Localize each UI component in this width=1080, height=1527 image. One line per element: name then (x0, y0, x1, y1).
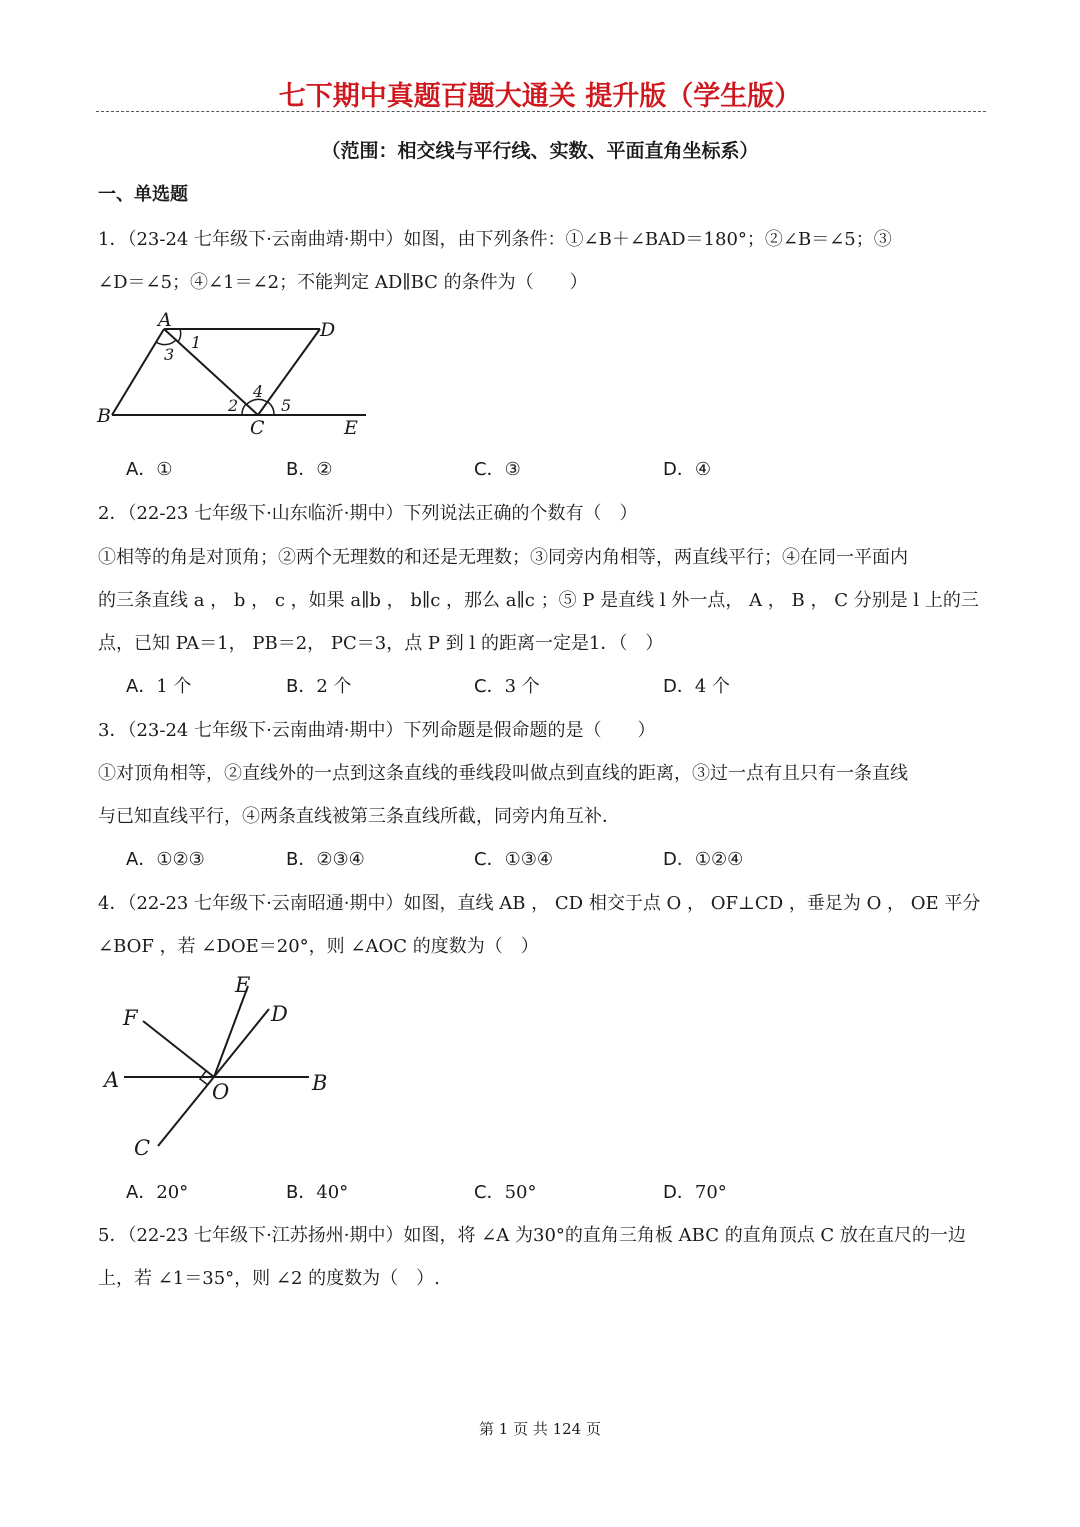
label-angle-2: 2 (228, 396, 239, 415)
scope-subtitle: （范围：相交线与平行线、实数、平面直角坐标系） (321, 140, 759, 162)
arc-angle-3 (156, 340, 176, 345)
q4-option-b[interactable]: B．40° (286, 1182, 349, 1203)
label-angle-5: 5 (281, 396, 292, 415)
q2-line-1: 2．（22-23 七年级下·山东临沂·期中）下列说法正确的个数有（ ） (98, 503, 638, 524)
q1-line-2: ∠D＝∠5；④∠1＝∠2；不能判定 AD∥BC 的条件为（ ） (98, 272, 588, 293)
q2-option-b[interactable]: B．2 个 (286, 676, 352, 697)
q1-figure (92, 308, 382, 440)
label-f: F (123, 1006, 138, 1030)
label-b: B (97, 405, 111, 427)
q1-options (126, 455, 986, 481)
label-a: A (104, 1068, 120, 1092)
q3-option-b[interactable]: B．②③④ (286, 849, 365, 870)
q3-line-3: 与已知直线平行，④两条直线被第三条直线所截，同旁内角互补． (98, 806, 620, 827)
arc-angle-5 (268, 402, 274, 415)
label-d: D (320, 319, 336, 341)
ray-oe (214, 986, 248, 1077)
section-heading: 一、单选题 (98, 184, 188, 205)
q2-line-2: ①相等的角是对顶角；②两个无理数的和还是无理数；③同旁内角相等，两直线平行；④在同一平面内 (98, 547, 908, 568)
q3-option-d[interactable]: D．①②④ (663, 849, 744, 870)
q3-option-c[interactable]: C．①③④ (474, 849, 553, 870)
q4-options (126, 1178, 986, 1204)
q4-option-c[interactable]: C．50° (474, 1182, 537, 1203)
q4-option-a[interactable]: A．20° (126, 1182, 189, 1203)
arc-angle-1 (178, 329, 181, 342)
q3-line-2: ①对顶角相等，②直线外的一点到这条直线的垂线段叫做点到直线的距离，③过一点有且只有一条直线 (98, 763, 908, 784)
document-title: 七下期中真题百题大通关 提升版（学生版） (278, 81, 802, 112)
q2-option-d[interactable]: D．4 个 (663, 676, 731, 697)
page-footer: 第 1 页 共 124 页 (478, 1420, 601, 1438)
q1-option-d[interactable]: D．④ (663, 459, 712, 480)
title-divider (96, 111, 986, 112)
ray-of (143, 1021, 214, 1077)
q1-line-1: 1．（23-24 七年级下·云南曲靖·期中）如图，由下列条件：①∠B＋∠BAD＝180°；②∠B＝∠5；③ (98, 229, 892, 250)
q2-line-4: 点，已知 PA＝1， PB＝2， PC＝3，点 P 到 l 的距离一定是1．（ ） (98, 633, 664, 654)
q2-options (126, 672, 986, 698)
q4-figure (98, 966, 348, 1164)
label-c: C (134, 1136, 151, 1160)
q4-line-1: 4．（22-23 七年级下·云南昭通·期中）如图，直线 AB ， CD 相交于点 O ， OF⊥CD ，垂足为 O ， OE 平分 (98, 893, 981, 914)
q1-option-c[interactable]: C．③ (474, 459, 521, 480)
q3-options (126, 845, 986, 871)
label-o: O (212, 1080, 230, 1104)
q2-line-3: 的三条直线 a ， b ， c ，如果 a∥b ， b∥c ，那么 a∥c ；⑤ P 是直线 l 外一点， A ， B ， C 分别是 l 上的三 (98, 590, 979, 611)
q5-line-2: 上，若 ∠1＝35°，则 ∠2 的度数为（ ）. (98, 1268, 440, 1289)
label-a: A (158, 309, 172, 331)
label-e: E (344, 417, 358, 439)
q1-option-b[interactable]: B．② (286, 459, 333, 480)
label-e: E (235, 973, 251, 997)
label-angle-4: 4 (253, 382, 264, 401)
q3-line-1: 3．（23-24 七年级下·云南曲靖·期中）下列命题是假命题的是（ ） (98, 720, 656, 741)
label-c: C (250, 417, 265, 439)
label-angle-3: 3 (164, 345, 175, 364)
label-angle-1: 1 (191, 333, 202, 352)
q2-option-a[interactable]: A．1 个 (126, 676, 192, 697)
q5-line-1: 5．（22-23 七年级下·江苏扬州·期中）如图，将 ∠A 为30°的直角三角板 ABC 的直角顶点 C 放在直尺的一边 (98, 1225, 966, 1246)
q4-option-d[interactable]: D．70° (663, 1182, 727, 1203)
label-d: D (271, 1002, 288, 1026)
q3-option-a[interactable]: A．①②③ (126, 849, 205, 870)
label-b: B (312, 1071, 328, 1095)
q4-line-2: ∠BOF ，若 ∠DOE＝20°，则 ∠AOC 的度数为（ ） (98, 936, 539, 957)
arc-angle-2 (242, 404, 246, 415)
q2-option-c[interactable]: C．3 个 (474, 676, 540, 697)
q1-option-a[interactable]: A．① (126, 459, 173, 480)
